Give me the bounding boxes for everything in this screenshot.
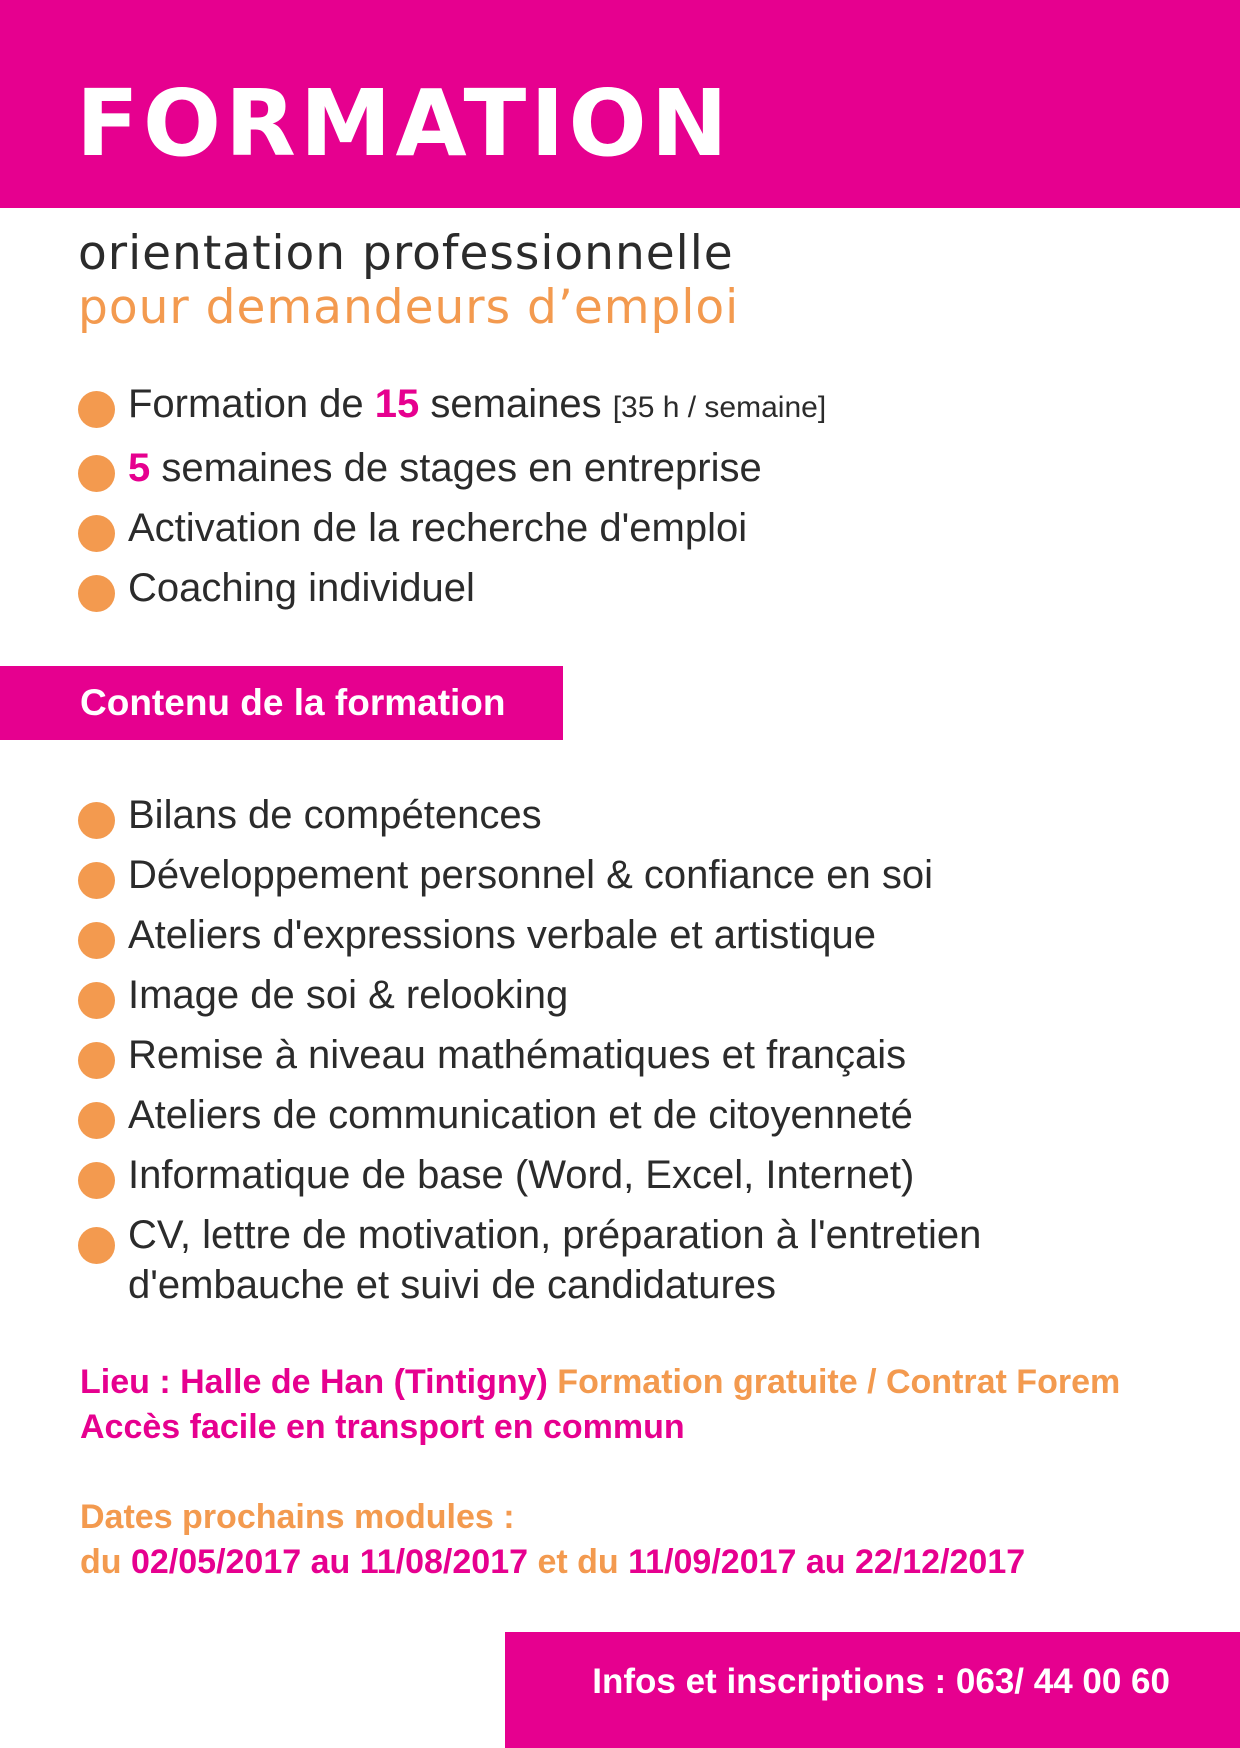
orange-dot-icon — [78, 862, 115, 899]
content-text: Bilans de compétences — [128, 793, 542, 837]
period-1: 02/05/2017 au 11/08/2017 — [130, 1543, 529, 1581]
content-text: Image de soi & relooking — [128, 973, 569, 1017]
highlight-detail: [35 h / semaine] — [612, 391, 827, 424]
list-item — [78, 965, 1088, 1025]
dates-label: Dates prochains modules : — [80, 1498, 515, 1536]
list-item — [78, 905, 1088, 965]
orange-dot-icon — [78, 1162, 115, 1199]
list-item — [78, 845, 1088, 905]
content-text: CV, lettre de motivation, préparation à l'entretien d'embauche et suivi de candidatures — [128, 1213, 982, 1307]
orange-dot-icon — [78, 1042, 115, 1079]
subtitle-line-2: pour demandeurs d’emploi — [78, 280, 740, 335]
free-training-text: Formation gratuite / Contrat Forem — [547, 1363, 1121, 1401]
orange-dot-icon — [78, 575, 115, 612]
highlight-text: Coaching individuel — [128, 566, 475, 610]
list-item — [78, 785, 1088, 845]
list-item — [78, 1205, 1088, 1310]
orange-dot-icon — [78, 982, 115, 1019]
orange-dot-icon — [78, 1227, 115, 1264]
header-band — [0, 0, 1240, 208]
contact-info: Infos et inscriptions : 063/ 44 00 60 — [592, 1662, 1170, 1701]
orange-dot-icon — [78, 922, 115, 959]
list-item — [78, 374, 826, 438]
highlight-prefix: Formation de — [128, 382, 375, 426]
highlight-suffix: semaines — [419, 382, 613, 426]
footer-band — [505, 1632, 1240, 1748]
location-text: Lieu : Halle de Han (Tintigny) — [80, 1363, 548, 1401]
content-text: Ateliers de communication et de citoyenneté — [128, 1093, 913, 1137]
highlight-number: 5 — [128, 446, 151, 490]
highlight-text: Activation de la recherche d'emploi — [128, 506, 748, 550]
dates-info — [80, 1495, 1025, 1585]
content-text: Informatique de base (Word, Excel, Internet) — [128, 1153, 915, 1197]
dates-and: et du — [528, 1543, 629, 1581]
orange-dot-icon — [78, 455, 115, 492]
highlight-suffix: semaines de stages en entreprise — [150, 446, 762, 490]
list-item — [78, 1145, 1088, 1205]
orange-dot-icon — [78, 1102, 115, 1139]
section-title: Contenu de la formation — [80, 682, 506, 723]
contents-list — [78, 785, 1088, 1310]
list-item — [78, 438, 826, 498]
orange-dot-icon — [78, 802, 115, 839]
section-header — [0, 666, 563, 740]
content-text: Ateliers d'expressions verbale et artistique — [128, 913, 877, 957]
subtitle-line-1: orientation professionnelle — [78, 226, 734, 281]
period-2: 11/09/2017 au 22/12/2017 — [628, 1543, 1026, 1581]
highlight-number: 15 — [374, 382, 420, 426]
orange-dot-icon — [78, 391, 115, 428]
list-item — [78, 1085, 1088, 1145]
orange-dot-icon — [78, 515, 115, 552]
page-title: FORMATION — [76, 70, 732, 177]
highlights-list — [78, 374, 826, 618]
list-item — [78, 498, 826, 558]
content-text: Remise à niveau mathématiques et français — [128, 1033, 907, 1077]
list-item — [78, 1025, 1088, 1085]
access-text: Accès facile en transport en commun — [80, 1408, 685, 1446]
dates-du: du — [80, 1543, 131, 1581]
location-info — [80, 1360, 1120, 1450]
list-item — [78, 558, 826, 618]
content-text: Développement personnel & confiance en soi — [128, 853, 933, 897]
